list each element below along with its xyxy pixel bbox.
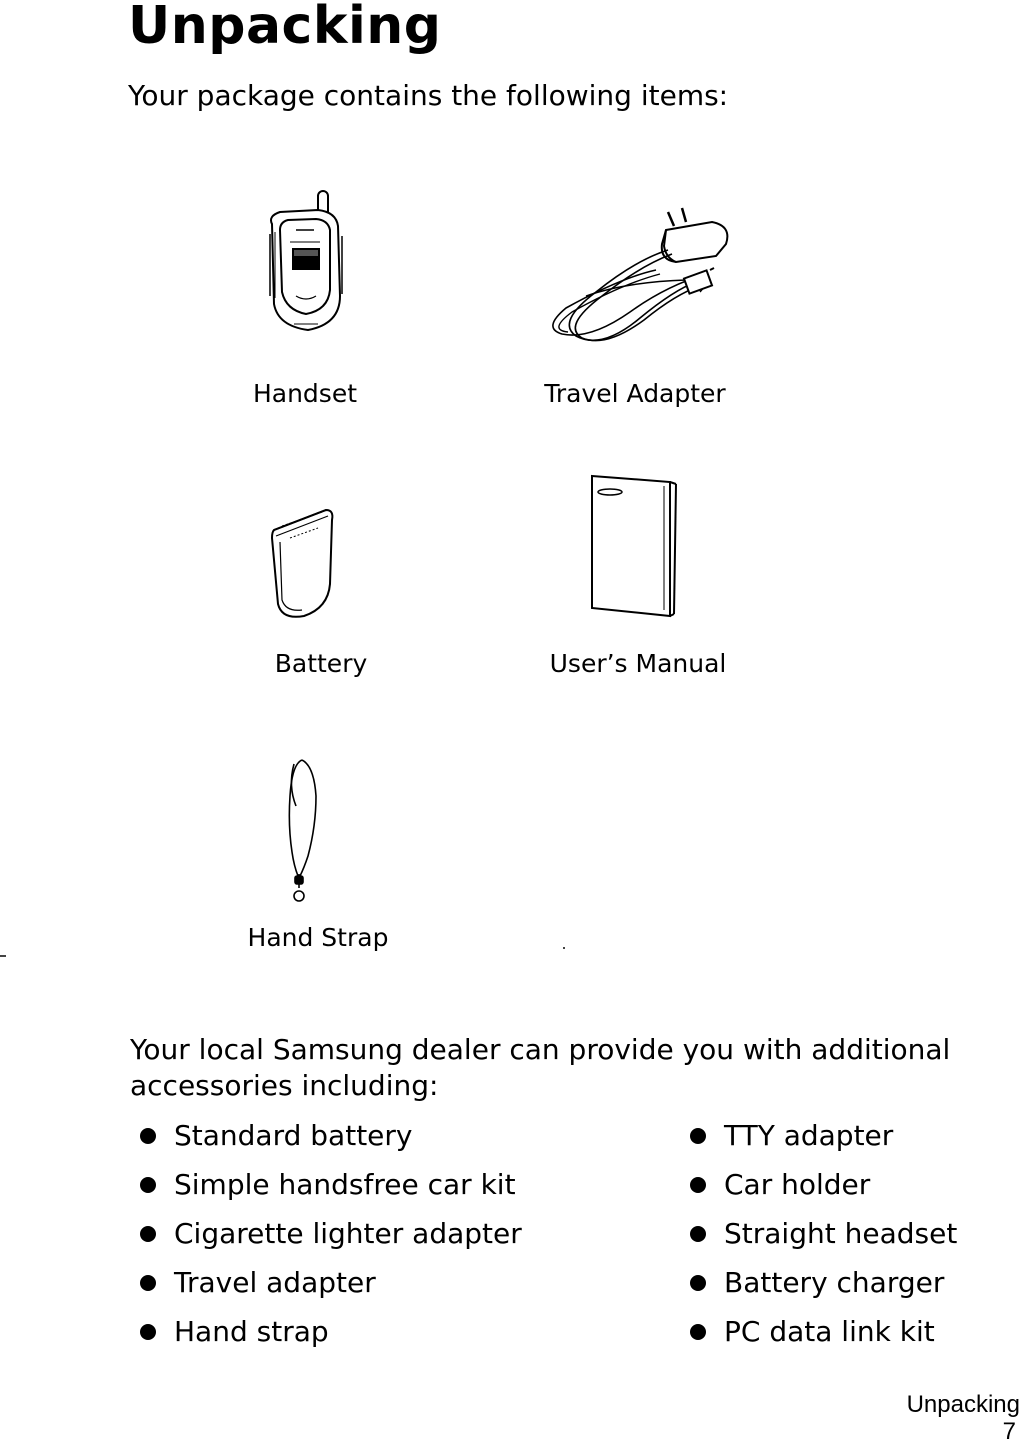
print-speck (0, 955, 6, 957)
list-item-label: Car holder (724, 1168, 871, 1201)
list-item-label: Battery charger (724, 1266, 945, 1299)
bullet-icon (140, 1177, 156, 1193)
item-caption-hand-strap: Hand Strap (247, 923, 389, 952)
list-item-label: Simple handsfree car kit (174, 1168, 516, 1201)
accessory-list-right (690, 1118, 957, 1363)
item-caption-handset: Handset (252, 379, 358, 408)
bullet-icon (140, 1324, 156, 1340)
list-item-label: Travel adapter (174, 1266, 376, 1299)
dealer-text: Your local Samsung dealer can provide you with additional accessories including: (130, 1033, 951, 1102)
manual-book-icon (586, 470, 680, 620)
item-caption-battery: Battery (274, 649, 368, 678)
accessory-list-left (140, 1118, 522, 1363)
bullet-icon (690, 1128, 706, 1144)
list-item-label: Standard battery (174, 1119, 413, 1152)
list-item-label: PC data link kit (724, 1315, 935, 1348)
bullet-icon (140, 1226, 156, 1242)
intro-text: Your package contains the following items: (128, 79, 729, 112)
bullet-icon (690, 1275, 706, 1291)
list-item (140, 1265, 522, 1314)
list-item (140, 1167, 522, 1216)
list-item (140, 1314, 522, 1363)
battery-icon (268, 504, 338, 624)
list-item-label: Straight headset (724, 1217, 958, 1250)
page-number: 7 (1002, 1418, 1016, 1445)
bullet-icon (690, 1324, 706, 1340)
list-item (690, 1118, 957, 1167)
footer-section-name: Unpacking (906, 1391, 1020, 1418)
travel-adapter-icon (536, 200, 736, 346)
hand-strap-icon (280, 756, 330, 906)
bullet-icon (690, 1226, 706, 1242)
bullet-icon (690, 1177, 706, 1193)
bullet-icon (140, 1275, 156, 1291)
item-caption-users-manual: User’s Manual (549, 649, 727, 678)
list-item (690, 1167, 957, 1216)
list-item (690, 1216, 957, 1265)
list-item-label: Cigarette lighter adapter (174, 1217, 522, 1250)
list-item (140, 1216, 522, 1265)
list-item (690, 1314, 957, 1363)
flip-phone-icon (258, 186, 358, 336)
list-item (690, 1265, 957, 1314)
item-caption-travel-adapter: Travel Adapter (544, 379, 726, 408)
bullet-icon (140, 1128, 156, 1144)
list-item-label: TTY adapter (724, 1119, 894, 1152)
page-title: Unpacking (128, 0, 442, 56)
list-item (140, 1118, 522, 1167)
list-item-label: Hand strap (174, 1315, 329, 1348)
print-speck (563, 947, 565, 949)
